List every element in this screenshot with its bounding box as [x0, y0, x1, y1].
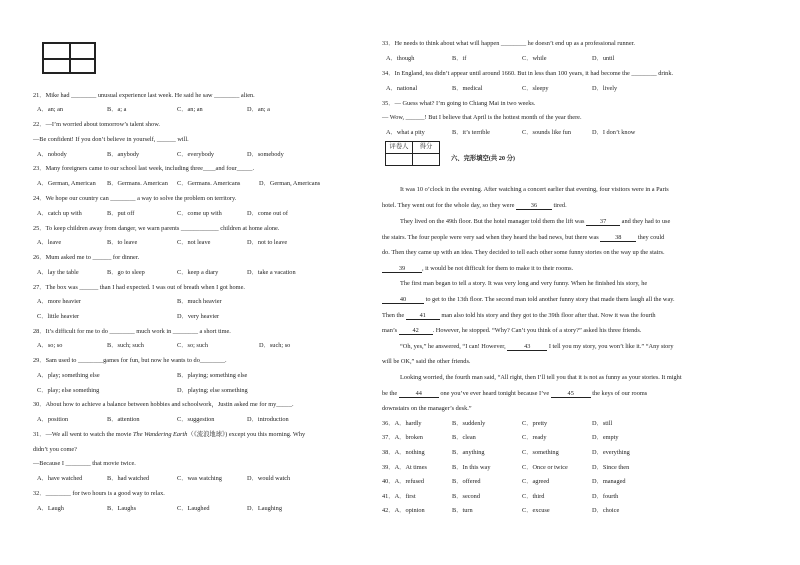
section-title: 六、完形填空(共 20 分) [451, 155, 516, 162]
question-24: 24．We hope our country can ________ a way to solve the problem on territory. [33, 195, 237, 202]
passage-line: Then the 41 man also told his story and they got to the 39th floor after that. Now it was the fourth [382, 312, 656, 319]
question-30: 30．About how to achieve a balance between hobbies and schoolwork，Justin asked me for my_____. [33, 401, 294, 408]
question-22-reply: —Be confident! If you don’t believe in yourself, ______ will. [33, 136, 189, 143]
question-31-cont: didn’t you come? [33, 446, 77, 453]
passage-line: be the 44 one you’ve ever heard tonight because I’ve 45 the keys of our rooms [382, 390, 648, 397]
question-26: 26．Mum asked me to ______ for dinner. [33, 254, 140, 261]
passage-line: hotel. They went out for the whole day, so they were 36 tired. [382, 202, 567, 209]
passage-line: 40 to get to the 13th floor. The second man told another funny story that made them laugh all the way. [382, 297, 675, 304]
blank-37: 37 [586, 219, 620, 226]
movie-title: The Wandering Earth [133, 431, 188, 438]
blank-42: 42 [399, 328, 433, 335]
passage-line: Looking worried, the fourth man said, “All right, then I’ll tell you that it is not as funny as your stories. It might [400, 374, 682, 381]
passage-line: The first man began to tell a story. It was very long and very funny. When he finished his story, he [400, 280, 648, 287]
passage-line: They lived on the 49th floor. But the hotel manager told them the lift was 37 and they had to use [400, 218, 671, 225]
question-32: 32．________ for two hours is a good way to relax. [33, 490, 165, 497]
blank-38: 38 [600, 235, 636, 242]
question-29: 29．Sam used to ________games for fun, but now he wants to do________. [33, 357, 227, 364]
passage-line: It was 10 o’clock in the evening. After watching a concert earlier that evening, four visitors were in a Paris [400, 186, 669, 193]
grader-label: 评卷人 [386, 142, 413, 154]
question-22: 22．—I’m worried about tomorrow’s talent show. [33, 121, 160, 128]
passage-line: downstairs on the manager’s desk.” [382, 405, 472, 412]
score-box [385, 141, 440, 166]
passage-line: “Oh, yes,” he answered, “I can! However, 43 I tell you my story, you won’t like it.” “Any story [400, 343, 674, 350]
score-label: 得分 [413, 142, 440, 154]
question-31: 31．—We all went to watch the movie The Wandering Earth（《流浪地球》) except you this morning. Why [33, 431, 306, 438]
question-25: 25．To keep children away from danger, we warn parents ____________ children at home alone. [33, 225, 280, 232]
blank-36: 36 [516, 203, 552, 210]
blank-40: 40 [382, 297, 424, 304]
question-28: 28．It’s difficult for me to do ________ much work in ________ a short time. [33, 328, 231, 335]
question-35: 35．— Guess what? I’m going to Chiang Mai in two weeks. [382, 100, 536, 107]
blank-45: 45 [551, 391, 591, 398]
question-35-reply: — Wow, ______! But I believe that April is the hottest month of the year there. [382, 114, 582, 121]
question-23: 23．Many foreigners came to our school last week, including three____and four_____. [33, 165, 255, 172]
passage-line: do. Then they came up with an idea. They decided to tell each other some funny stories on the way up the stairs. [382, 249, 665, 256]
question-21: 21．Mike had ________ unusual experience last week. He said he saw ________ alien. [33, 92, 255, 99]
question-33: 33．He needs to think about what will happen ________ he doesn’t end up as a professional runner. [382, 40, 635, 47]
passage-line: will be OK,” said the other friends. [382, 358, 471, 365]
question-31-reply: —Because I ________ that movie twice. [33, 460, 136, 467]
blank-44: 44 [399, 391, 439, 398]
passage-line: 39 , it would be not difficult for them to make it to their rooms. [382, 266, 573, 273]
blank-43: 43 [507, 344, 547, 351]
blank-41: 41 [406, 313, 440, 320]
score-grid [42, 42, 96, 74]
passage-line: man’s 42 . However, he stopped. “Why? Can’t you think of a story?” asked his three friends. [382, 327, 642, 334]
passage-line: the stairs. The four people were very sad when they heard the bad news, but there was 38 they could [382, 234, 665, 241]
question-34: 34．In England, tea didn’t appear until around 1660. But in less than 100 years, it had become the ________ drink. [382, 70, 674, 77]
blank-39: 39 [382, 266, 422, 273]
question-27: 27．The box was ______ than I had expected. I was out of breath when I got home. [33, 284, 245, 291]
